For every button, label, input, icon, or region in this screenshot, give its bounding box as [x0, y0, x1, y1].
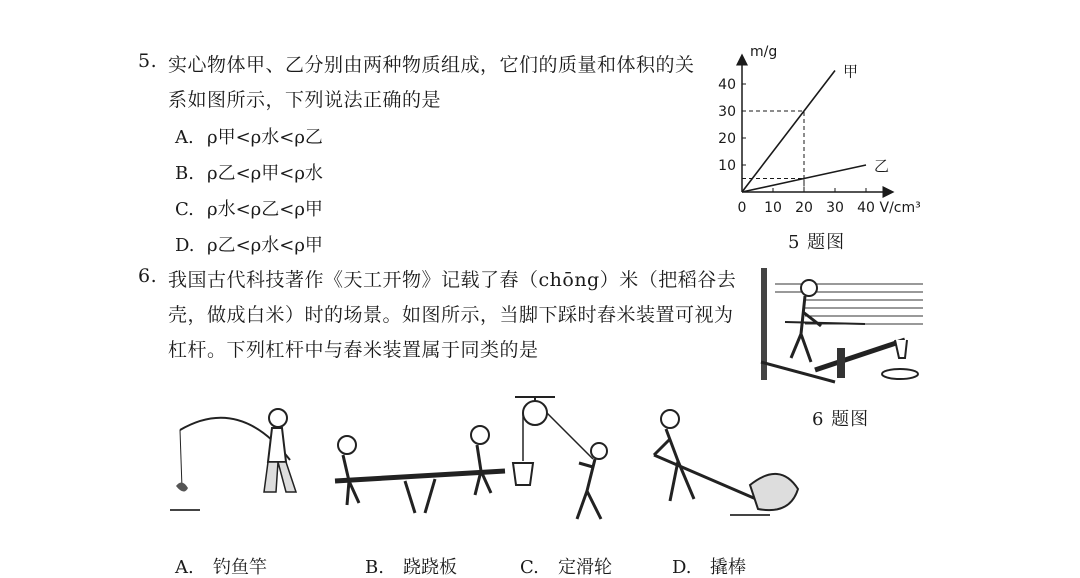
y-tick-label: 30: [718, 104, 736, 120]
q5-option-a[interactable]: [175, 123, 323, 149]
option-letter: B.: [175, 163, 194, 184]
q5-figure-caption: 5 题图: [788, 232, 846, 253]
option-text: ρ水<ρ乙<ρ甲: [207, 199, 323, 220]
seesaw-picture: [325, 415, 515, 525]
q5-stem-line2: 系如图所示，下列说法正确的是: [168, 89, 442, 111]
option-letter: B.: [365, 557, 384, 578]
q6-stem-line1: 我国古代科技著作《天工开物》记载了舂（chōng）米（把稻谷去: [168, 269, 737, 291]
y-tick-label: 10: [718, 158, 736, 174]
q6-number: 6.: [138, 265, 158, 287]
x-axis-label: V/cm³: [879, 200, 921, 216]
option-letter: D.: [175, 235, 195, 256]
q5-stem-line1: 实心物体甲、乙分别由两种物质组成，它们的质量和体积的关: [168, 54, 695, 76]
option-text: 定滑轮: [558, 557, 612, 578]
q5-option-d[interactable]: [175, 231, 323, 257]
q6-option-c[interactable]: [520, 553, 612, 578]
y-axis-label: m/g: [750, 44, 778, 60]
option-text: 跷跷板: [403, 557, 457, 578]
q5-option-c[interactable]: [175, 195, 323, 221]
series-label: 乙: [874, 157, 890, 175]
option-letter: D.: [672, 557, 692, 578]
series-line: [742, 71, 835, 193]
option-text: 撬棒: [710, 557, 746, 578]
q5-mass-volume-chart: [700, 40, 950, 230]
x-tick-label: 10: [764, 200, 782, 216]
option-letter: A.: [175, 127, 194, 148]
crowbar-picture: [640, 405, 805, 530]
q6-stem-line2: 壳，做成白米）时的场景。如图所示，当脚下踩时舂米装置可视为: [168, 304, 734, 326]
series-label: 甲: [843, 62, 859, 81]
option-letter: A.: [175, 557, 194, 578]
fishing-rod-picture: [160, 400, 310, 525]
q6-stem-line3: 杠杆。下列杠杆中与舂米装置属于同类的是: [168, 339, 539, 361]
option-text: ρ乙<ρ甲<ρ水: [207, 163, 323, 184]
y-tick-label: 40: [718, 77, 736, 93]
q6-option-b[interactable]: [365, 553, 457, 578]
x-tick-label: 0: [737, 200, 747, 216]
option-letter: C.: [520, 557, 539, 578]
y-tick-label: 20: [718, 131, 736, 147]
option-letter: C.: [175, 199, 194, 220]
x-tick-label: 30: [826, 200, 844, 216]
q5-option-b[interactable]: [175, 159, 323, 185]
x-tick-label: 20: [795, 200, 813, 216]
q6-figure-caption: 6 题图: [812, 409, 870, 430]
q6-option-d[interactable]: [672, 553, 746, 578]
q5-number: 5.: [138, 50, 158, 72]
fixed-pulley-picture: [505, 395, 625, 535]
q6-option-a[interactable]: [175, 553, 267, 578]
x-tick-label: 40: [857, 200, 875, 216]
rice-pounding-illustration: [745, 262, 925, 390]
option-text: 钓鱼竿: [213, 557, 267, 578]
option-text: ρ乙<ρ水<ρ甲: [207, 235, 323, 256]
option-text: ρ甲<ρ水<ρ乙: [207, 127, 323, 148]
